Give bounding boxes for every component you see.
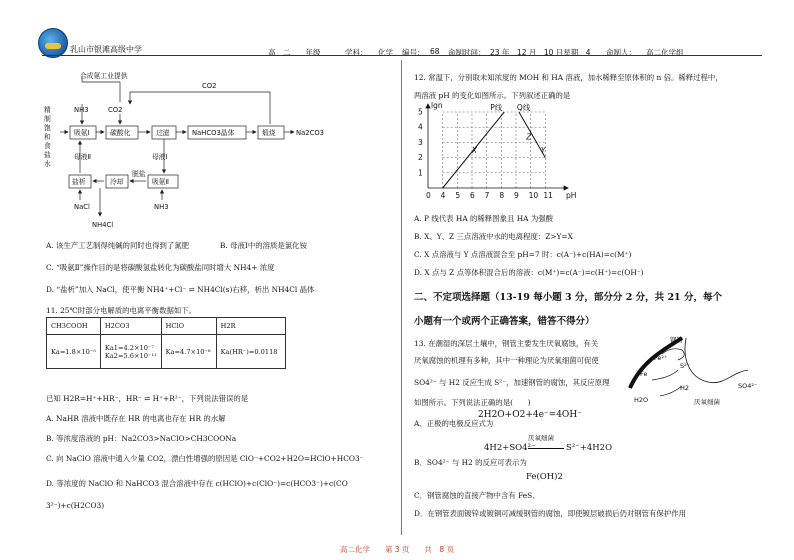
diagram-product: Na2CO3: [296, 129, 324, 137]
q10-option-d[interactable]: D. “盐析”加入 NaCl，使平衡 NH4⁺+Cl⁻ ⇌ NH4Cl(s)右移，析出 NH4Cl 晶体: [46, 285, 315, 294]
diagram-side-label: [44, 105, 51, 168]
code: 68: [430, 47, 440, 56]
q11-option-c[interactable]: C. 向 NaClO 溶液中通入少量 CO2，漂白性增强的原因是 ClO⁻+CO2+H2O=HClO+HCO3⁻: [46, 454, 364, 463]
y-axis-label: lgn: [431, 101, 443, 110]
diagram-mother1: 母液Ⅰ: [152, 153, 168, 161]
diagram-desalt: 脱盐: [132, 170, 146, 178]
diagram-nh3: NH3: [74, 106, 89, 114]
x-tick-label: 6: [470, 191, 475, 200]
code-label: 编号：: [402, 48, 425, 57]
q12-stem-1: 12. 常温下，分别取未知浓度的 MOH 和 HA 溶液，加水稀释至原体积的 n 倍。稀释过程中，: [414, 73, 723, 82]
column-divider: [401, 60, 402, 535]
fig-h2: H2: [680, 384, 690, 392]
x-tick-label: 0: [426, 191, 431, 200]
diagram-mother2: 母液Ⅱ: [74, 153, 91, 161]
q10-option-b[interactable]: B. 母液Ⅰ中的溶质是氯化铵: [220, 241, 307, 250]
q13-line-4: 如图所示。下列说法正确的是( ): [414, 398, 531, 407]
q13-line-2: 厌氧腐蚀的机理有多种，其中一种理论为厌氧细菌可促使: [414, 356, 599, 365]
section2-title-1: 二、不定项选择题（13-19 每小题 3 分，部分分 2 分，共 21 分，每个: [414, 292, 722, 303]
table-header: H2CO3: [100, 318, 161, 335]
corrosion-diagram: [612, 330, 772, 408]
q12-ph-chart: [410, 100, 590, 208]
q11-option-a[interactable]: A. NaHR 溶液中既存在 HR 的电离也存在 HR 的水解: [46, 414, 226, 423]
svg-text:饱: 饱: [44, 124, 51, 132]
diagram-top-label: 合成氨工业提供: [80, 72, 128, 80]
x-tick-label: 11: [543, 191, 553, 200]
author: 高二化学组: [646, 48, 684, 57]
svg-text:盐: 盐: [44, 151, 51, 159]
svg-text:和: 和: [44, 133, 51, 141]
x-axis-label: pH: [566, 191, 577, 200]
y-tick-label: 4: [418, 122, 423, 132]
diagram-filter: 过滤: [156, 129, 170, 137]
q13-option-b-prefix[interactable]: B．SO4²⁻ 与 H2 的反应可表示为: [414, 458, 527, 467]
q12-option-d[interactable]: D. X 点与 Z 点等体积混合后的溶液：c(M⁺)=c(A⁻)=c(H⁺)=c(OH⁻): [414, 268, 644, 277]
q13-option-b-eq-right: S²⁻+4H2O: [566, 443, 613, 453]
fig-bacteria: 厌氧细菌: [694, 398, 720, 406]
table-cell: Ka=4.7×10⁻⁸: [161, 335, 216, 369]
x-tick-label: 9: [514, 191, 519, 200]
table-cell: [100, 335, 161, 369]
fig-fe: Fe: [640, 370, 648, 378]
date: 23 年 12 月 10 日星期 4: [490, 48, 591, 57]
q13-option-c-fe-oh-2: Fe(OH)2: [526, 472, 563, 482]
section2-title-2: 小题有一个或两个正确答案，错答不得分）: [414, 316, 595, 327]
author-label: 命制人：: [606, 48, 636, 57]
svg-text:食: 食: [44, 142, 51, 150]
subject-label: 学科：: [345, 48, 368, 57]
q13-option-b-eq-left: 4H2+SO4²⁻: [484, 443, 536, 453]
table-header: H2R: [216, 318, 285, 335]
q11-option-d[interactable]: D. 等浓度的 NaClO 和 NaHCO3 混合溶液中存在 c(HClO)+c(ClO⁻)=c(HCO3⁻)+c(CO: [46, 479, 348, 488]
q10-option-a[interactable]: A. 该生产工艺制得纯碱的同时也得到了氮肥: [46, 241, 190, 250]
diagram-nh4cl: NH4Cl: [92, 221, 114, 229]
date-label: 命制时间：: [448, 48, 486, 57]
table-cell: Ka=1.8×10⁻⁵: [47, 335, 101, 369]
fig-fe2: Fe²⁺: [654, 354, 668, 362]
y-axis-arrow: [426, 104, 430, 108]
ka1-value: Ka1=4.2×10⁻⁷: [104, 343, 155, 352]
table-cell: Ka(HR⁻)=0.0118: [216, 335, 285, 369]
diagram-crystal: NaHCO3晶体: [192, 129, 235, 137]
q12-option-b[interactable]: B. X、Y、Z 三点溶液中水的电离程度：Z>Y=X: [414, 232, 573, 241]
q12-option-c[interactable]: C. X 点溶液与 Y 点溶液混合至 pH=7 时：c(A⁻)+c(HA)=c(M⁺): [414, 250, 632, 259]
x-tick-label: 10: [528, 191, 539, 200]
q13-option-b-arrow: [528, 448, 564, 449]
point-label: Y: [540, 146, 546, 155]
q13-option-b-arrow-label: 厌氧细菌: [528, 434, 554, 442]
y-tick-label: 5: [418, 107, 423, 117]
page-header: [0, 0, 794, 62]
q11-table: [46, 317, 286, 369]
subject: 化学: [378, 48, 393, 57]
q13-option-a-eq: 2H2O+O2+4e⁻=4OH⁻: [478, 410, 582, 420]
diagram-co2-top: CO2: [202, 82, 217, 90]
q12-stem-2: 两溶液 pH 的变化如图所示。下列叙述正确的是: [414, 91, 571, 100]
table-header: CH3COOH: [47, 318, 101, 335]
point-label: X: [471, 146, 478, 155]
diagram-co2: CO2: [108, 106, 123, 114]
fig-h2o: H2O: [634, 396, 649, 404]
series-label: P线: [490, 103, 503, 112]
fig-s2: S²⁻: [680, 362, 691, 370]
q11-option-b[interactable]: B. 等浓度溶液的 pH：Na2CO3>NaClO>CH3COONa: [46, 434, 237, 443]
q13-option-a-prefix[interactable]: A．正极的电极反应式为: [414, 419, 494, 428]
process-flow-diagram: [40, 64, 360, 239]
q13-line-1: 13. 在潮湿的深层土壤中，钢管主要发生厌氧腐蚀，有关: [414, 339, 599, 348]
y-tick-label: 1: [418, 168, 423, 178]
fig-gangguan: 钢管: [670, 336, 683, 344]
series-label: Q线: [516, 103, 531, 112]
header-rule: [42, 55, 762, 56]
q11-stem: 11. 25℃时部分电解质的电离平衡数据如下。: [46, 306, 197, 315]
grade: 高 二 年级: [268, 48, 321, 57]
page-footer: 高二化学 第 3 页 共 8 页: [339, 545, 455, 554]
y-tick-label: 3: [418, 137, 423, 147]
diagram-calcine: 煅烧: [262, 129, 276, 137]
diagram-nacl: NaCl: [74, 203, 90, 211]
y-tick-label: 2: [418, 153, 423, 163]
q13-line-3: SO4²⁻ 与 H2 反应生成 S²⁻，加速钢管的腐蚀，其反应原理: [414, 378, 610, 387]
q13-option-d[interactable]: D．在钢管表面镀锌或镀铜可减缓钢管的腐蚀，即使镀层破损后仍对钢管有保护作用: [414, 509, 686, 518]
diagram-absorb1: 吸氨Ⅰ: [74, 129, 90, 137]
diagram-cool: 冷却: [110, 178, 124, 186]
x-tick-label: 5: [455, 191, 461, 200]
x-axis-arrow: [564, 186, 568, 190]
svg-text:制: 制: [44, 115, 51, 123]
svg-text:水: 水: [44, 160, 51, 168]
point-label: Z: [526, 132, 532, 142]
fig-so4: SO4²⁻: [738, 382, 758, 390]
school-name: 乳山市银滩高级中学: [70, 45, 142, 54]
diagram-carbonate: 碳酸化: [110, 129, 131, 137]
q12-option-a[interactable]: A. P 线代表 HA 的稀释图象且 HA 为强酸: [414, 214, 554, 223]
table-header: HClO: [161, 318, 216, 335]
q10-option-c[interactable]: C. “吸氨Ⅱ”操作目的是将碳酸氢盐转化为碳酸盐同时增大 NH4+ 浓度: [46, 263, 275, 272]
svg-text:精: 精: [44, 106, 51, 114]
diagram-nh3-bottom: NH3: [154, 203, 169, 211]
q13-option-c[interactable]: C．钢管腐蚀的直接产物中含有 FeS、: [414, 491, 540, 500]
x-tick-label: 7: [484, 191, 490, 200]
x-tick-label: 8: [499, 191, 505, 200]
school-logo-icon: [38, 28, 68, 58]
q11-known: 已知 H2R=H⁺+HR⁻，HR⁻ ⇌ H⁺+R²⁻，下列说法错误的是: [46, 394, 249, 403]
ka2-value: Ka2=5.6×10⁻¹¹: [104, 351, 157, 360]
diagram-saltout: 盐析: [72, 178, 86, 186]
diagram-absorb2: 吸氨Ⅱ: [152, 178, 169, 186]
q11-option-d-cont: 3²⁻)+c(H2CO3): [46, 501, 105, 510]
x-tick-label: 4: [440, 191, 446, 200]
